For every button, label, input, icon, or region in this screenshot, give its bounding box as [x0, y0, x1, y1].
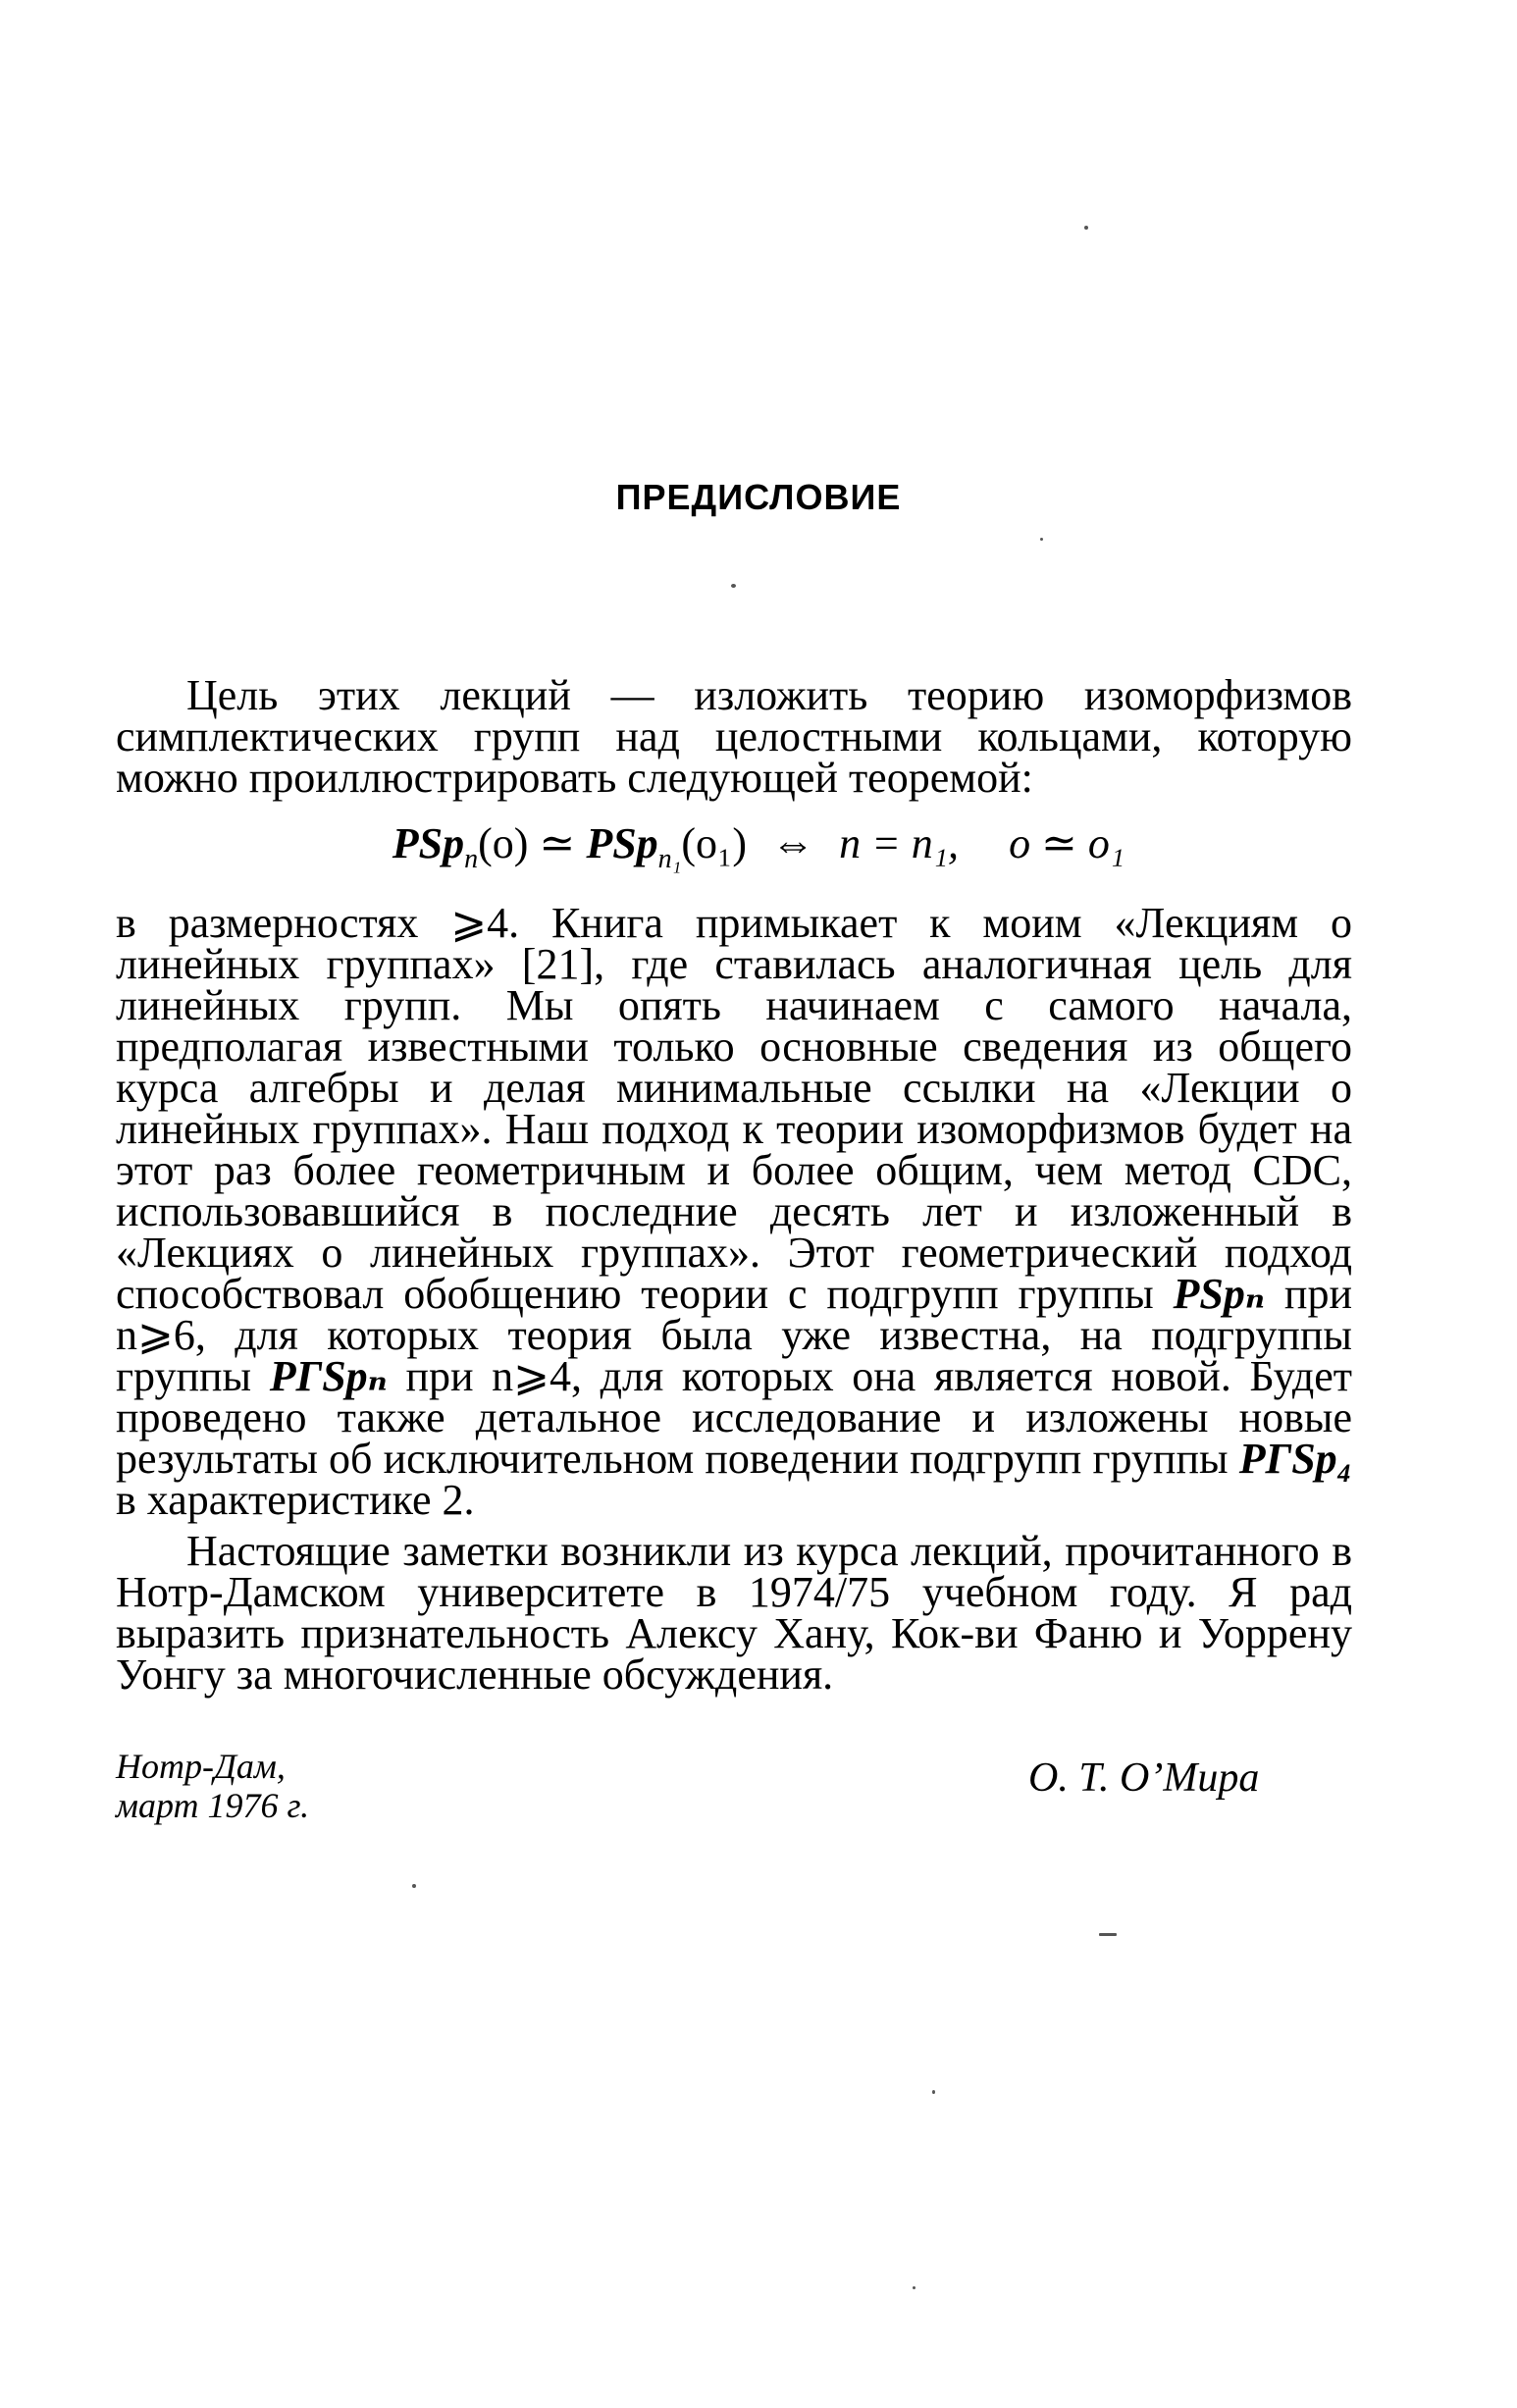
group-pgsp-n: PΓSpₙ	[269, 1352, 388, 1400]
formula-iff-sign: ⇔	[771, 819, 815, 867]
group-psp-n: PSpₙ	[1173, 1270, 1266, 1318]
print-speck	[1099, 1933, 1117, 1936]
print-speck	[932, 2090, 935, 2094]
acknowledgements-paragraph: Настоящие заметки возникли из курса лекций, прочитанного в Нотр-Дамском университете в 1974/75 учебном году. Я рад выразить признательность Алексу Хану, Кок-ви Фаню и Уоррену Уонгу за многочисленные обсуждения.	[116, 1527, 1352, 1699]
main-paragraph	[116, 899, 1352, 1524]
formula-lhs-index: n	[464, 843, 479, 874]
main-paragraph-text-2: при n⩾6, для которых теория была уже известна, на подгруппы группы	[116, 1270, 1352, 1400]
print-speck	[1084, 226, 1088, 230]
formula-ring-condition: o ≃ o₁	[1009, 819, 1125, 867]
formula-lhs-ring: (o)	[478, 819, 529, 867]
print-speck	[913, 2286, 915, 2289]
main-paragraph-text-4: в характеристике 2.	[116, 1476, 475, 1524]
page-title: ПРЕДИСЛОВИЕ	[615, 477, 902, 517]
print-speck	[412, 1884, 416, 1888]
main-paragraph-text-3: при n⩾4, для которых она является новой. Будет проведено также детальное исследование и изложены новые результаты об исключительном поведении подгрупп группы	[116, 1352, 1352, 1483]
place-line: Нотр-Дам,	[116, 1747, 286, 1786]
formula-iso-sign: ≃	[539, 819, 576, 867]
theorem-formula	[0, 819, 1517, 884]
print-speck	[731, 584, 736, 588]
print-speck	[1040, 538, 1043, 541]
date-line: март 1976 г.	[116, 1786, 310, 1825]
formula-rhs-index: n₁	[657, 843, 682, 874]
formula-lhs-group: PSp	[392, 819, 465, 867]
formula-dimension-condition: n = n₁,	[839, 819, 960, 867]
main-paragraph-text-1: в размерностях ⩾4. Книга примыкает к моим «Лекциям о линейных группах» [21], где ставилась аналогичная цель для линейных групп. Мы опять начинаем с самого начала, предполагая известными только основные сведения из общего курса алгебры и делая минимальные ссылки на «Лекции о линейных группах». Наш подход к теории изоморфизмов будет на этот раз более геометричным и более общим, чем метод CDC, использовавшийся в последние десять лет и изложенный в «Лекциях о линейных группах». Этот геометрический подход способствовал обобщению теории с подгрупп группы	[116, 899, 1352, 1318]
author-signature: О. Т. О’Мира	[1028, 1755, 1260, 1801]
group-pgsp-4: PΓSp₄	[1238, 1435, 1352, 1483]
intro-paragraph: Цель этих лекций — изложить теорию изоморфизмов симплектических групп над целостными кольцами, которую можно проиллюстрировать следующей теоремой:	[116, 671, 1352, 802]
formula-rhs-ring: (o₁)	[681, 819, 748, 867]
formula-rhs-group: PSp	[586, 819, 658, 867]
place-and-date	[116, 1747, 309, 1825]
